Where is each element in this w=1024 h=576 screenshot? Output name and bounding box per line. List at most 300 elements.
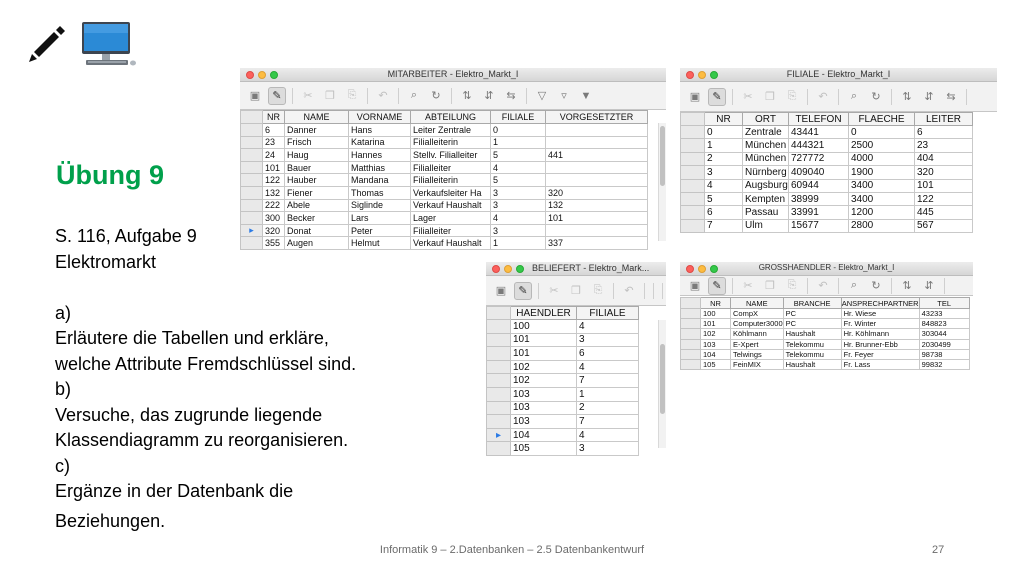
table-cell[interactable]: Matthias — [349, 161, 411, 174]
table-cell[interactable]: 0 — [705, 126, 743, 139]
sort-descending-icon[interactable]: ⇵ — [484, 90, 494, 102]
table-cell[interactable]: PC — [783, 319, 841, 329]
table-cell[interactable]: 4000 — [849, 152, 915, 165]
table-cell[interactable]: PC — [783, 309, 841, 319]
cut-icon[interactable]: ✂ — [549, 285, 559, 297]
table-cell[interactable]: Passau — [743, 206, 789, 219]
table-cell[interactable]: 99832 — [919, 359, 969, 369]
cut-icon[interactable]: ✂ — [743, 280, 753, 292]
table-cell[interactable]: 848823 — [919, 319, 969, 329]
table-cell[interactable]: 101 — [511, 333, 577, 347]
table-row[interactable] — [681, 309, 970, 319]
row-selector[interactable] — [241, 212, 263, 225]
table-cell[interactable]: 100 — [701, 309, 731, 319]
row-selector[interactable] — [487, 415, 511, 429]
column-header[interactable]: FILIALE — [491, 111, 546, 124]
table-row[interactable] — [241, 237, 648, 250]
paste-icon[interactable]: ⎘ — [347, 89, 357, 101]
table-cell[interactable]: Filialleiter — [411, 224, 491, 237]
sort-ascending-icon[interactable]: ⇅ — [462, 90, 472, 102]
table-row[interactable] — [487, 401, 639, 415]
table-cell[interactable]: Hauber — [285, 174, 349, 187]
table-cell[interactable]: 409040 — [789, 166, 849, 179]
table-cell[interactable]: 337 — [546, 237, 648, 250]
column-header[interactable]: NR — [263, 111, 285, 124]
table-cell[interactable]: 101 — [546, 212, 648, 225]
filter-clear-icon[interactable]: ▿ — [561, 90, 567, 102]
table-cell[interactable]: Hr. Wiese — [841, 309, 919, 319]
sort-ascending-icon[interactable]: ⇅ — [902, 91, 912, 103]
column-header[interactable]: ORT — [743, 113, 789, 126]
edit-icon[interactable]: ✎ — [268, 87, 286, 105]
table-cell[interactable]: 102 — [701, 329, 731, 339]
table-cell[interactable]: 101 — [263, 161, 285, 174]
table-cell[interactable]: 2 — [705, 152, 743, 165]
table-row[interactable] — [487, 387, 639, 401]
save-icon[interactable]: ▣ — [249, 90, 261, 102]
table-row[interactable] — [487, 442, 639, 456]
table-cell[interactable]: 3 — [577, 333, 639, 347]
table-cell[interactable]: Becker — [285, 212, 349, 225]
table-cell[interactable]: 4 — [705, 179, 743, 192]
cut-icon[interactable]: ✂ — [303, 90, 313, 102]
find-icon[interactable]: ⌕ — [850, 90, 858, 102]
row-selector[interactable]: ▸ — [241, 224, 263, 237]
table-cell[interactable]: 320 — [915, 166, 973, 179]
table-cell[interactable]: 103 — [701, 339, 731, 349]
table-row[interactable] — [681, 192, 973, 205]
table-cell[interactable]: 7 — [705, 219, 743, 232]
table-cell[interactable]: 4 — [491, 161, 546, 174]
table-cell[interactable]: Fiener — [285, 186, 349, 199]
table-row[interactable] — [487, 374, 639, 388]
cut-icon[interactable]: ✂ — [743, 91, 753, 103]
table-cell[interactable]: Verkauf Haushalt — [411, 199, 491, 212]
column-header[interactable]: ANSPRECHPARTNER — [841, 298, 919, 308]
column-header[interactable]: NR — [705, 113, 743, 126]
table-row[interactable] — [241, 149, 648, 162]
table-cell[interactable]: 105 — [701, 359, 731, 369]
table-cell[interactable]: 2 — [577, 401, 639, 415]
paste-icon[interactable]: ⎘ — [787, 279, 797, 291]
table-cell[interactable]: Nürnberg — [743, 166, 789, 179]
table-cell[interactable]: Filialleiter — [411, 161, 491, 174]
row-selector[interactable] — [487, 360, 511, 374]
row-selector[interactable] — [241, 149, 263, 162]
table-cell[interactable]: 5 — [491, 149, 546, 162]
row-selector[interactable] — [681, 359, 701, 369]
table-cell[interactable] — [546, 161, 648, 174]
table-cell[interactable]: Filialleiterin — [411, 136, 491, 149]
sort-icon[interactable]: ⇆ — [506, 90, 516, 102]
window-titlebar[interactable] — [680, 68, 997, 82]
table-cell[interactable]: 4 — [491, 212, 546, 225]
table-cell[interactable]: Stellv. Filialleiter — [411, 149, 491, 162]
row-selector[interactable] — [487, 333, 511, 347]
table-cell[interactable]: München — [743, 139, 789, 152]
table-cell[interactable]: 15677 — [789, 219, 849, 232]
table-cell[interactable]: 1 — [705, 139, 743, 152]
table-cell[interactable]: 567 — [915, 219, 973, 232]
row-selector[interactable] — [681, 139, 705, 152]
table-row[interactable] — [681, 126, 973, 139]
table-cell[interactable]: Bauer — [285, 161, 349, 174]
data-grid[interactable] — [680, 297, 973, 377]
table-row[interactable] — [241, 136, 648, 149]
table-cell[interactable]: 5 — [705, 192, 743, 205]
table-cell[interactable] — [546, 174, 648, 187]
find-icon[interactable]: ⌕ — [850, 279, 858, 291]
row-selector[interactable] — [681, 219, 705, 232]
table-cell[interactable]: 23 — [263, 136, 285, 149]
table-cell[interactable]: 6 — [263, 124, 285, 137]
table-cell[interactable]: 303044 — [919, 329, 969, 339]
table-cell[interactable]: 6 — [577, 347, 639, 361]
row-selector[interactable] — [681, 206, 705, 219]
row-selector[interactable] — [487, 347, 511, 361]
table-cell[interactable]: 122 — [915, 192, 973, 205]
table-cell[interactable]: Fr. Winter — [841, 319, 919, 329]
table-row[interactable] — [681, 359, 970, 369]
table-cell[interactable]: 727772 — [789, 152, 849, 165]
column-header[interactable]: VORGESETZTER — [546, 111, 648, 124]
table-cell[interactable]: 24 — [263, 149, 285, 162]
table-row[interactable] — [681, 206, 973, 219]
table-cell[interactable]: Fr. Feyer — [841, 349, 919, 359]
undo-icon[interactable]: ↶ — [378, 90, 388, 102]
table-row[interactable] — [681, 179, 973, 192]
table-cell[interactable]: Verkaufsleiter Ha — [411, 186, 491, 199]
table-cell[interactable]: 7 — [577, 374, 639, 388]
table-cell[interactable] — [546, 224, 648, 237]
refresh-icon[interactable]: ↻ — [871, 280, 881, 292]
table-cell[interactable]: 4 — [577, 320, 639, 334]
table-cell[interactable]: Frisch — [285, 136, 349, 149]
table-row[interactable] — [241, 161, 648, 174]
copy-icon[interactable]: ❐ — [325, 90, 335, 102]
task-line: Ergänze in der Datenbank die — [55, 481, 294, 501]
slide-title: Übung 9 — [56, 160, 164, 190]
mitarbeiter-window[interactable] — [240, 68, 666, 249]
table-cell[interactable]: 132 — [546, 199, 648, 212]
table-row[interactable] — [487, 360, 639, 374]
column-header[interactable]: FLAECHE — [849, 113, 915, 126]
table-row[interactable] — [241, 212, 648, 225]
grosshaendler-window[interactable] — [680, 262, 973, 377]
table-cell[interactable]: 101 — [511, 347, 577, 361]
table-cell[interactable]: 33991 — [789, 206, 849, 219]
table-cell[interactable]: 2800 — [849, 219, 915, 232]
scroll-thumb[interactable] — [660, 126, 665, 186]
row-selector[interactable] — [681, 349, 701, 359]
table-cell[interactable]: Thomas — [349, 186, 411, 199]
table-cell[interactable]: Donat — [285, 224, 349, 237]
table-row[interactable] — [487, 320, 639, 334]
save-icon[interactable]: ▣ — [495, 285, 507, 297]
table-cell[interactable]: 104 — [701, 349, 731, 359]
table-cell[interactable]: 320 — [263, 224, 285, 237]
table-cell[interactable]: 23 — [915, 139, 973, 152]
table-cell[interactable]: Telwings — [731, 349, 784, 359]
row-selector[interactable] — [487, 442, 511, 456]
edit-icon[interactable]: ✎ — [708, 277, 726, 295]
data-grid[interactable] — [680, 112, 997, 241]
filter-icon[interactable]: ▽ — [537, 90, 547, 102]
table-cell[interactable] — [546, 124, 648, 137]
copy-icon[interactable]: ❐ — [765, 280, 775, 292]
table-cell[interactable]: 4 — [577, 360, 639, 374]
table-cell[interactable]: FeinMIX — [731, 359, 784, 369]
vertical-scrollbar[interactable] — [658, 320, 666, 448]
scroll-thumb[interactable] — [660, 344, 665, 414]
table-cell[interactable]: 43441 — [789, 126, 849, 139]
table-cell[interactable]: Danner — [285, 124, 349, 137]
data-grid[interactable] — [486, 306, 666, 455]
undo-icon[interactable]: ↶ — [624, 285, 634, 297]
table-row[interactable] — [241, 186, 648, 199]
row-selector[interactable] — [241, 161, 263, 174]
table-cell[interactable]: 441 — [546, 149, 648, 162]
table-cell[interactable]: 3 — [705, 166, 743, 179]
row-selector[interactable]: ▸ — [487, 428, 511, 442]
beliefert-window[interactable] — [486, 262, 666, 455]
table-row[interactable] — [487, 428, 639, 442]
table-cell[interactable]: 101 — [915, 179, 973, 192]
table-cell[interactable]: 102 — [511, 374, 577, 388]
table-cell[interactable]: 103 — [511, 401, 577, 415]
table-cell[interactable]: 103 — [511, 387, 577, 401]
sort-descending-icon[interactable]: ⇵ — [924, 280, 934, 292]
table-cell[interactable]: 5 — [491, 174, 546, 187]
table-cell[interactable]: 3400 — [849, 192, 915, 205]
table-cell[interactable]: 103 — [511, 415, 577, 429]
table-cell[interactable]: 7 — [577, 415, 639, 429]
window-titlebar[interactable] — [680, 262, 973, 276]
copy-icon[interactable]: ❐ — [571, 285, 581, 297]
table-cell[interactable]: Katarina — [349, 136, 411, 149]
table-cell[interactable]: 355 — [263, 237, 285, 250]
table-cell[interactable]: 320 — [546, 186, 648, 199]
row-selector[interactable] — [681, 339, 701, 349]
table-row[interactable] — [681, 319, 970, 329]
table-cell[interactable]: 1 — [577, 387, 639, 401]
table-cell[interactable]: 2030499 — [919, 339, 969, 349]
table-row[interactable] — [241, 224, 648, 237]
table-cell[interactable]: Hans — [349, 124, 411, 137]
row-selector[interactable] — [241, 136, 263, 149]
save-icon[interactable]: ▣ — [689, 91, 701, 103]
table-cell[interactable]: 445 — [915, 206, 973, 219]
table-cell[interactable]: 43233 — [919, 309, 969, 319]
refresh-icon[interactable]: ↻ — [871, 91, 881, 103]
undo-icon[interactable]: ↶ — [818, 91, 828, 103]
column-header[interactable]: NAME — [731, 298, 784, 309]
table-cell[interactable]: 1900 — [849, 166, 915, 179]
table-cell[interactable]: Telekommu — [783, 339, 841, 349]
row-selector[interactable] — [681, 152, 705, 165]
table-cell[interactable]: 1 — [491, 136, 546, 149]
table-row[interactable] — [487, 333, 639, 347]
close-button[interactable] — [492, 265, 500, 273]
data-grid[interactable] — [240, 110, 666, 249]
row-selector[interactable] — [241, 237, 263, 250]
column-header[interactable]: VORNAME — [349, 111, 411, 124]
row-selector[interactable] — [241, 174, 263, 187]
paste-icon[interactable]: ⎘ — [593, 284, 603, 296]
table-cell[interactable] — [546, 136, 648, 149]
undo-icon[interactable]: ↶ — [818, 280, 828, 292]
table-cell[interactable]: 105 — [511, 442, 577, 456]
column-header[interactable]: ABTEILUNG — [411, 111, 491, 124]
table-cell[interactable]: 122 — [263, 174, 285, 187]
table-cell[interactable]: Augen — [285, 237, 349, 250]
task-line: a) — [55, 302, 72, 323]
table-cell[interactable]: 1200 — [849, 206, 915, 219]
table-cell[interactable]: Mandana — [349, 174, 411, 187]
column-header[interactable]: BRANCHE — [783, 298, 841, 309]
table-cell[interactable]: Lars — [349, 212, 411, 225]
table-row[interactable] — [241, 199, 648, 212]
sort-descending-icon[interactable]: ⇵ — [924, 91, 934, 103]
table-cell[interactable]: 3 — [491, 186, 546, 199]
table-cell[interactable]: Leiter Zentrale — [411, 124, 491, 137]
table-row[interactable] — [681, 166, 973, 179]
table-cell[interactable]: Ulm — [743, 219, 789, 232]
table-cell[interactable]: 4 — [577, 428, 639, 442]
table-cell[interactable]: 0 — [491, 124, 546, 137]
refresh-icon[interactable]: ↻ — [431, 90, 441, 102]
table-cell[interactable]: 300 — [263, 212, 285, 225]
table-row[interactable] — [681, 329, 970, 339]
row-selector[interactable] — [487, 401, 511, 415]
row-selector[interactable] — [241, 199, 263, 212]
window-titlebar[interactable] — [240, 68, 666, 82]
row-selector[interactable] — [241, 186, 263, 199]
table-row[interactable] — [241, 124, 648, 137]
table-cell[interactable]: München — [743, 152, 789, 165]
table-row[interactable] — [681, 219, 973, 232]
table-cell[interactable]: 3400 — [849, 179, 915, 192]
filiale-window[interactable] — [680, 68, 997, 241]
table-cell[interactable]: 100 — [511, 320, 577, 334]
table-cell[interactable]: Peter — [349, 224, 411, 237]
paste-icon[interactable]: ⎘ — [787, 90, 797, 102]
zoom-button[interactable] — [516, 265, 524, 273]
table-row[interactable] — [487, 415, 639, 429]
column-header[interactable]: TELEFON — [789, 113, 849, 126]
table-cell[interactable]: Haushalt — [783, 329, 841, 339]
row-selector[interactable] — [487, 374, 511, 388]
table-cell[interactable]: 1 — [491, 237, 546, 250]
table-row[interactable] — [681, 339, 970, 349]
table-row[interactable] — [241, 174, 648, 187]
standard-filter-icon[interactable]: ▼ — [580, 89, 592, 102]
column-header[interactable]: NAME — [285, 111, 349, 124]
row-selector[interactable] — [681, 166, 705, 179]
column-header[interactable]: FILIALE — [577, 307, 639, 320]
row-selector[interactable] — [487, 320, 511, 334]
table-cell[interactable]: 38999 — [789, 192, 849, 205]
row-selector[interactable] — [681, 319, 701, 329]
table-cell[interactable]: 60944 — [789, 179, 849, 192]
table-cell[interactable]: 2500 — [849, 139, 915, 152]
table-cell[interactable]: Augsburg — [743, 179, 789, 192]
table-cell[interactable]: 102 — [511, 360, 577, 374]
table-cell[interactable]: E-Xpert — [731, 339, 784, 349]
table-cell[interactable]: Computer3000 — [731, 319, 784, 329]
table-row[interactable] — [681, 139, 973, 152]
table-cell[interactable]: Helmut — [349, 237, 411, 250]
row-selector[interactable] — [487, 387, 511, 401]
column-header[interactable]: LEITER — [915, 113, 973, 126]
table-cell[interactable]: Verkauf Haushalt — [411, 237, 491, 250]
edit-icon[interactable]: ✎ — [708, 88, 726, 106]
vertical-scrollbar[interactable] — [658, 123, 666, 241]
table-cell[interactable]: 6 — [705, 206, 743, 219]
table-cell[interactable]: Köhlmann — [731, 329, 784, 339]
sort-icon[interactable]: ⇆ — [946, 91, 956, 103]
table-cell[interactable]: 3 — [491, 199, 546, 212]
table-cell[interactable]: Siglinde — [349, 199, 411, 212]
table-cell[interactable]: Telekommu — [783, 349, 841, 359]
column-header[interactable]: HAENDLER — [511, 307, 577, 320]
window-titlebar[interactable] — [486, 262, 666, 276]
table-cell[interactable]: 104 — [511, 428, 577, 442]
table-cell[interactable]: Hr. Brunner-Ebb — [841, 339, 919, 349]
sort-ascending-icon[interactable]: ⇅ — [902, 280, 912, 292]
table-cell[interactable]: 404 — [915, 152, 973, 165]
table-cell[interactable]: 101 — [701, 319, 731, 329]
table-cell[interactable]: 132 — [263, 186, 285, 199]
table-cell[interactable]: Fr. Lass — [841, 359, 919, 369]
save-icon[interactable]: ▣ — [689, 280, 701, 292]
table-cell[interactable]: CompX — [731, 309, 784, 319]
table-cell[interactable]: 0 — [849, 126, 915, 139]
table-cell[interactable]: Haug — [285, 149, 349, 162]
table-cell[interactable]: Abele — [285, 199, 349, 212]
table-cell[interactable]: Lager — [411, 212, 491, 225]
table-cell[interactable]: Filialleiterin — [411, 174, 491, 187]
column-header[interactable]: NR — [701, 298, 731, 309]
row-selector[interactable] — [681, 329, 701, 339]
edit-icon[interactable]: ✎ — [514, 282, 532, 300]
row-selector[interactable] — [681, 179, 705, 192]
table-cell[interactable]: 98738 — [919, 349, 969, 359]
column-header[interactable]: TEL — [919, 298, 969, 309]
table-cell[interactable]: Haushalt — [783, 359, 841, 369]
table-cell[interactable]: Hr. Köhlmann — [841, 329, 919, 339]
minimize-button[interactable] — [504, 265, 512, 273]
table-row[interactable] — [487, 347, 639, 361]
task-line: Klassendiagramm zu reorganisieren. — [55, 430, 349, 450]
row-selector[interactable] — [681, 192, 705, 205]
table-cell[interactable]: 6 — [915, 126, 973, 139]
table-row[interactable] — [681, 349, 970, 359]
row-selector[interactable] — [681, 309, 701, 319]
table-cell[interactable]: Hannes — [349, 149, 411, 162]
table-cell[interactable]: 3 — [491, 224, 546, 237]
row-selector[interactable] — [241, 124, 263, 137]
row-selector[interactable] — [681, 126, 705, 139]
table-cell[interactable]: 444321 — [789, 139, 849, 152]
table-cell[interactable]: Kempten — [743, 192, 789, 205]
table-row[interactable] — [681, 152, 973, 165]
table-cell[interactable]: Zentrale — [743, 126, 789, 139]
find-icon[interactable]: ⌕ — [410, 89, 418, 101]
table-cell[interactable]: 222 — [263, 199, 285, 212]
table-cell[interactable]: 3 — [577, 442, 639, 456]
copy-icon[interactable]: ❐ — [765, 91, 775, 103]
